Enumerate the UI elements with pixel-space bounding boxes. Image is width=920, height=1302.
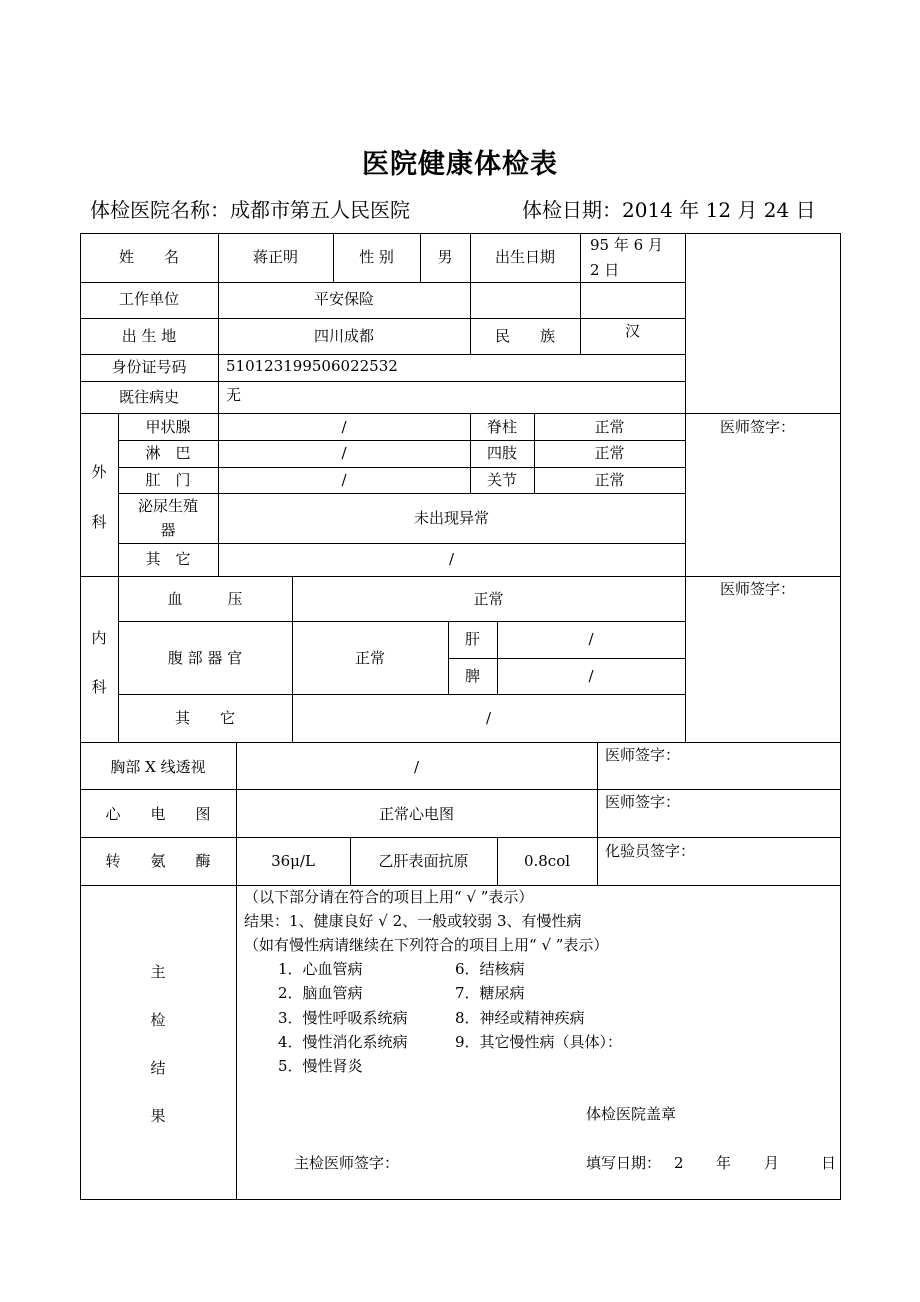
hbsag-value: 0.8col bbox=[523, 852, 571, 870]
internal-other-value: / bbox=[485, 709, 492, 727]
liver-value: / bbox=[588, 630, 594, 648]
hospital-stamp-label: 体检医院盖章 bbox=[586, 1105, 677, 1123]
internal-section-char-2: 科 bbox=[91, 678, 107, 696]
disease-item: 3．慢性呼吸系统病 bbox=[278, 1009, 408, 1027]
sex-value: 男 bbox=[437, 248, 453, 266]
grid-line bbox=[80, 1199, 841, 1200]
history-label: 既往病史 bbox=[118, 388, 179, 406]
ethnic-value: 汉 bbox=[624, 322, 640, 340]
ecg-value: 正常心电图 bbox=[378, 805, 454, 823]
surgery-other-value: / bbox=[448, 550, 455, 568]
conclusion-result-line: 结果：1、健康良好 √ 2、一般或较弱 3、有慢性病 bbox=[244, 912, 582, 930]
abdomen-value: 正常 bbox=[354, 649, 385, 667]
birth-value-line2: 2 日 bbox=[590, 261, 620, 279]
conclusion-section-char-1: 主 bbox=[150, 963, 166, 981]
hbsag-label: 乙肝表面抗原 bbox=[378, 852, 469, 870]
grid-line bbox=[80, 576, 841, 577]
internal-section-char-1: 内 bbox=[91, 629, 107, 647]
history-value: 无 bbox=[226, 386, 242, 404]
grid-line bbox=[80, 282, 685, 283]
surgery-section-char-1: 外 bbox=[91, 463, 107, 481]
surgery-other-label: 其 它 bbox=[145, 550, 191, 568]
id-label: 身份证号码 bbox=[111, 358, 187, 376]
grid-line bbox=[118, 694, 685, 695]
surgery-doctor-sign: 医师签字： bbox=[720, 418, 796, 436]
grid-line bbox=[80, 354, 685, 355]
name-value: 蒋正明 bbox=[252, 248, 298, 266]
fill-date-label: 填写日期： bbox=[586, 1154, 662, 1172]
disease-item: 9．其它慢性病（具体）： bbox=[455, 1033, 623, 1051]
fill-date-year-char: 年 bbox=[716, 1154, 732, 1172]
birthplace-label: 出 生 地 bbox=[121, 327, 177, 345]
internal-other-label: 其 它 bbox=[174, 709, 235, 727]
disease-item: 2．脑血管病 bbox=[278, 984, 363, 1002]
conclusion-section-char-2: 检 bbox=[150, 1011, 166, 1029]
alt-value: 36μ/L bbox=[271, 852, 315, 870]
spleen-value: / bbox=[588, 667, 594, 685]
fill-date-month-char: 月 bbox=[764, 1154, 780, 1172]
ecg-doctor-sign: 医师签字： bbox=[605, 793, 681, 811]
grid-line bbox=[840, 233, 841, 1200]
disease-item: 1．心血管病 bbox=[278, 960, 363, 978]
anus-value: / bbox=[341, 471, 347, 489]
uro-value: 未出现异常 bbox=[413, 509, 489, 527]
conclusion-section-char-3: 结 bbox=[150, 1059, 166, 1077]
thyroid-value: / bbox=[341, 418, 347, 436]
spine-value: 正常 bbox=[594, 418, 625, 436]
grid-line bbox=[80, 837, 841, 838]
abdomen-label: 腹 部 器 官 bbox=[167, 649, 243, 667]
xray-label: 胸部 X 线透视 bbox=[110, 758, 206, 776]
joint-label: 关节 bbox=[486, 471, 517, 489]
disease-item: 8．神经或精神疾病 bbox=[455, 1009, 585, 1027]
id-value: 510123199506022532 bbox=[226, 357, 398, 375]
hospital-name: 成都市第五人民医院 bbox=[230, 198, 410, 222]
thyroid-label: 甲状腺 bbox=[145, 418, 191, 436]
grid-line bbox=[80, 413, 841, 414]
name-label: 姓 名 bbox=[118, 248, 179, 266]
birthplace-value: 四川成都 bbox=[313, 327, 374, 345]
ethnic-label: 民 族 bbox=[494, 327, 555, 345]
work-value: 平安保险 bbox=[313, 290, 374, 308]
spleen-label: 脾 bbox=[464, 667, 480, 685]
grid-line bbox=[80, 233, 841, 234]
internal-doctor-sign: 医师签字： bbox=[720, 580, 796, 598]
limbs-label: 四肢 bbox=[486, 444, 517, 462]
disease-item: 4．慢性消化系统病 bbox=[278, 1033, 408, 1051]
lymph-value: / bbox=[341, 444, 347, 462]
surgery-section-char-2: 科 bbox=[91, 513, 107, 531]
birth-value-line1: 95 年 6 月 bbox=[590, 236, 663, 254]
bp-value: 正常 bbox=[473, 590, 504, 608]
uro-label-line2: 器 bbox=[160, 521, 176, 539]
date-value: 2014 年 12 月 24 日 bbox=[622, 198, 816, 222]
conclusion-note-2: （如有慢性病请继续在下列符合的项目上用“ √ ”表示） bbox=[244, 936, 609, 954]
grid-line bbox=[80, 318, 685, 319]
page-title: 医院健康体检表 bbox=[362, 149, 558, 180]
grid-line bbox=[80, 789, 841, 790]
grid-line bbox=[80, 233, 81, 1200]
grid-line bbox=[118, 467, 685, 468]
grid-line bbox=[80, 742, 841, 743]
grid-line bbox=[685, 233, 686, 742]
grid-line bbox=[118, 543, 685, 544]
grid-line bbox=[80, 885, 841, 886]
joint-value: 正常 bbox=[594, 471, 625, 489]
grid-line bbox=[118, 440, 685, 441]
grid-line bbox=[118, 493, 685, 494]
disease-item: 5．慢性肾炎 bbox=[278, 1057, 363, 1075]
grid-line bbox=[80, 381, 685, 382]
fill-date-year-digit: 2 bbox=[674, 1154, 684, 1172]
alt-label: 转 氨 酶 bbox=[105, 852, 211, 870]
conclusion-note-1: （以下部分请在符合的项目上用“ √ ”表示） bbox=[244, 888, 534, 906]
fill-date-day-char: 日 bbox=[821, 1154, 837, 1172]
lymph-label: 淋 巴 bbox=[145, 444, 191, 462]
hospital-name-line bbox=[90, 194, 410, 223]
lab-sign: 化验员签字： bbox=[605, 842, 696, 860]
grid-line bbox=[597, 742, 598, 885]
bp-label: 血 压 bbox=[167, 590, 243, 608]
uro-label-line1: 泌尿生殖 bbox=[137, 497, 198, 515]
hospital-label: 体检医院名称： bbox=[90, 198, 230, 222]
xray-value: / bbox=[413, 758, 420, 776]
disease-item: 6．结核病 bbox=[455, 960, 525, 978]
work-label: 工作单位 bbox=[118, 290, 179, 308]
limbs-value: 正常 bbox=[594, 444, 625, 462]
grid-line bbox=[118, 621, 685, 622]
exam-date-line bbox=[522, 194, 816, 223]
disease-item: 7．糖尿病 bbox=[455, 984, 525, 1002]
spine-label: 脊柱 bbox=[486, 418, 517, 436]
anus-label: 肛 门 bbox=[145, 471, 191, 489]
grid-line bbox=[448, 658, 685, 659]
sex-label: 性 别 bbox=[359, 248, 394, 266]
conclusion-section-char-4: 果 bbox=[150, 1107, 166, 1125]
xray-doctor-sign: 医师签字： bbox=[605, 746, 681, 764]
liver-label: 肝 bbox=[464, 630, 480, 648]
ecg-label: 心 电 图 bbox=[105, 805, 211, 823]
birth-label: 出生日期 bbox=[494, 248, 555, 266]
date-label: 体检日期： bbox=[522, 198, 622, 222]
chief-doctor-sign: 主检医师签字： bbox=[294, 1154, 400, 1172]
